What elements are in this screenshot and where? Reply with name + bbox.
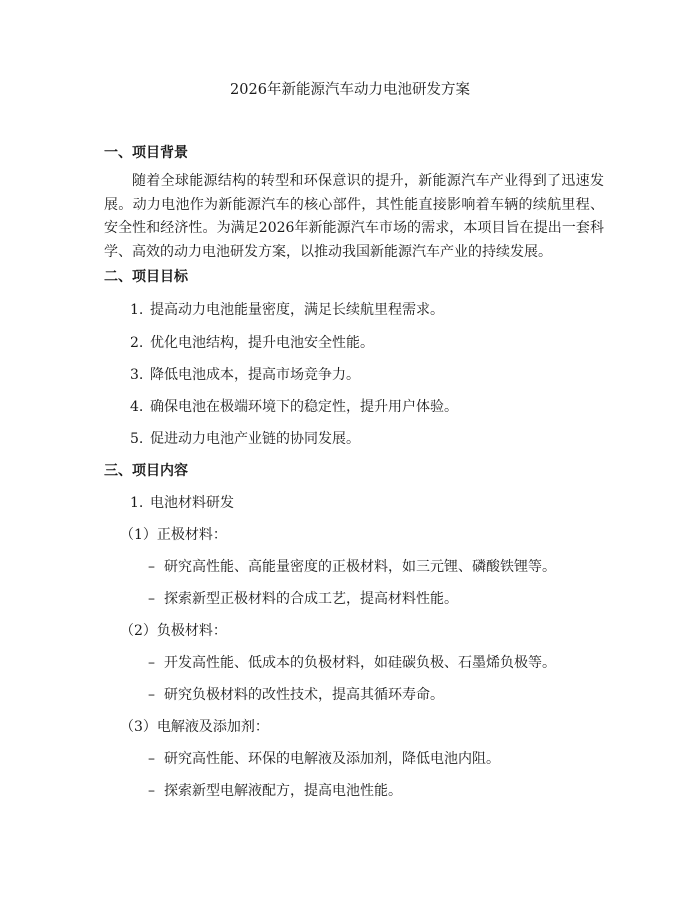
dash-icon: – (148, 559, 155, 575)
goal-item-text: 确保电池在极端环境下的稳定性，提升用户体验。 (150, 399, 458, 415)
document-title: 2026年新能源汽车动力电池研发方案 (230, 82, 470, 98)
content-item (130, 493, 234, 513)
bullet-item (148, 685, 444, 705)
bullet-item (148, 589, 458, 609)
bullet-text: 研究高性能、环保的电解液及添加剂，降低电池内阻。 (164, 751, 500, 767)
dash-icon: – (148, 591, 155, 607)
bullet-item (148, 749, 500, 769)
subsection-label-cathode: （1）正极材料： (120, 527, 227, 543)
content-item-text: 电池材料研发 (150, 495, 234, 511)
goal-item-number: 1. (130, 302, 144, 318)
bullet-text: 开发高性能、低成本的负极材料，如硅碳负极、石墨烯负极等。 (164, 655, 556, 671)
goal-item-text: 提高动力电池能量密度，满足长续航里程需求。 (150, 302, 444, 318)
dash-icon: – (148, 687, 155, 703)
bullet-item (148, 557, 556, 577)
section-heading-content: 三、项目内容 (104, 463, 188, 479)
bullet-item (148, 781, 402, 801)
subsection-label-anode: （2）负极材料： (120, 623, 227, 639)
goal-item-number: 3. (130, 367, 144, 383)
goal-item-number: 2. (130, 335, 144, 351)
bullet-text: 研究高性能、高能量密度的正极材料，如三元锂、磷酸铁锂等。 (164, 559, 556, 575)
section-heading-goals: 二、项目目标 (104, 269, 188, 285)
bullet-text: 探索新型电解液配方，提高电池性能。 (164, 783, 402, 799)
content-item-number: 1. (130, 495, 144, 511)
dash-icon: – (148, 751, 155, 767)
goal-item-text: 促进动力电池产业链的协同发展。 (150, 431, 360, 447)
dash-icon: – (148, 783, 155, 799)
goal-item (130, 365, 360, 385)
bullet-text: 探索新型正极材料的合成工艺，提高材料性能。 (164, 591, 458, 607)
goal-item (130, 300, 444, 320)
bullet-text: 研究负极材料的改性技术，提高其循环寿命。 (164, 687, 444, 703)
goal-item-number: 4. (130, 399, 144, 415)
dash-icon: – (148, 655, 155, 671)
goal-item-text: 降低电池成本，提高市场竞争力。 (150, 367, 360, 383)
goal-item-number: 5. (130, 431, 144, 447)
section-heading-background: 一、项目背景 (104, 145, 188, 161)
goal-item (130, 333, 374, 353)
goal-item (130, 397, 458, 417)
bullet-item (148, 653, 556, 673)
subsection-label-electrolyte: （3）电解液及添加剂： (120, 719, 269, 735)
goal-item-text: 优化电池结构，提升电池安全性能。 (150, 335, 374, 351)
background-paragraph: 随着全球能源结构的转型和环保意识的提升，新能源汽车产业得到了迅速发展。动力电池作为新能源汽车的核心部件，其性能直接影响着车辆的续航里程、安全性和经济性。为满足2026年新能源汽车市场的需求，本项目旨在提出一套科学、高效的动力电池研发方案，以推动我国新能源汽车产业的持续发展。 (104, 173, 604, 260)
goal-item (130, 429, 360, 449)
